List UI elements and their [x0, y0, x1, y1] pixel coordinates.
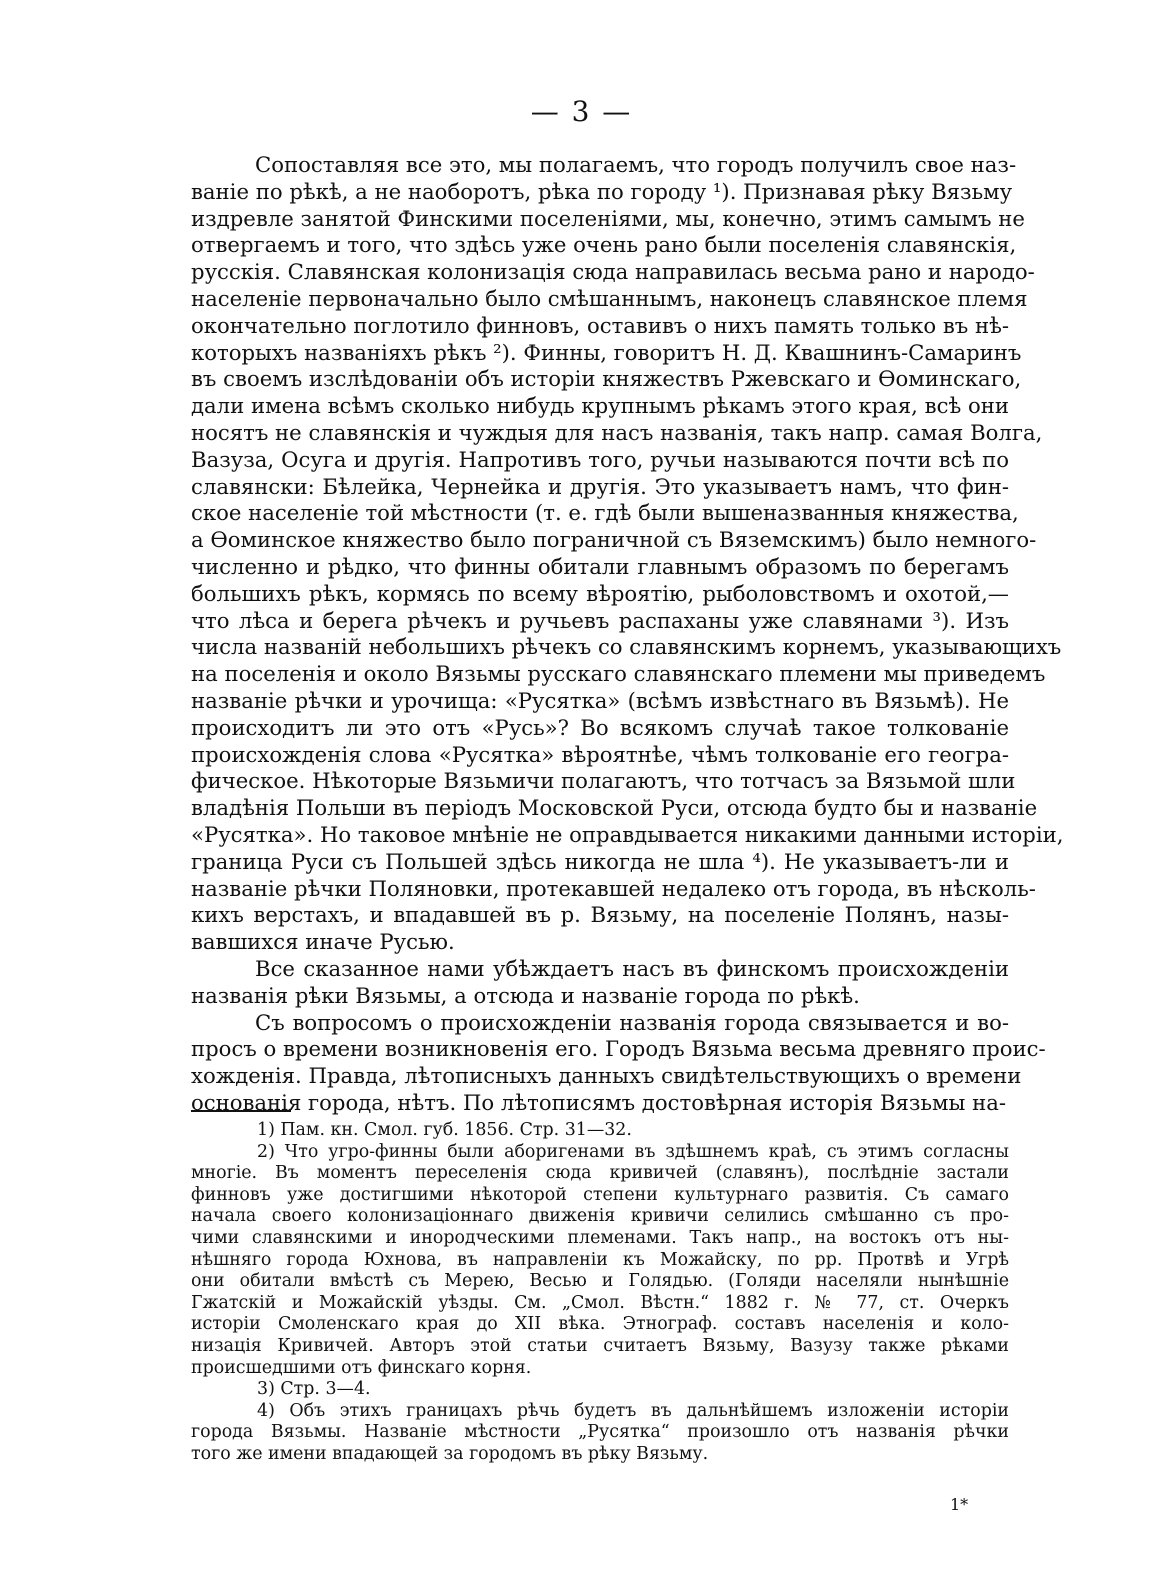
body-line: населеніе первоначально было смѣшаннымъ, наконецъ славянское племя [191, 285, 1028, 311]
body-line: хожденія. Правда, лѣтописныхъ данныхъ свидѣтельствующихъ о времени [191, 1063, 1022, 1089]
footnote-line: они обитали вмѣстѣ съ Мерею, Весью и Голядью. (Голяди населяли нынѣшніе [191, 1271, 1009, 1292]
body-line: владѣнія Польши въ періодъ Московской Руси, отсюда будто бы и названіе [191, 795, 1038, 821]
footnote-line: того же имени впадающей за городомъ въ рѣку Вязьму. [191, 1443, 709, 1464]
body-line: русскія. Славянская колонизація сюда направилась весьма рано и народо- [191, 259, 1035, 285]
body-line: числа названій небольшихъ рѣчекъ со славянскимъ корнемъ, указывающихъ [191, 634, 1062, 660]
printer-signature: 1* [950, 1495, 969, 1514]
footnotes [191, 1120, 1009, 1466]
body-line: окончательно поглотило финновъ, оставивъ о нихъ память только въ нѣ- [191, 312, 1010, 338]
footnote-line: чими славянскими и инородческими племенами. Такъ напр., на востокъ отъ ны- [191, 1227, 1009, 1248]
body-line: Сопоставляя все это, мы полагаемъ, что городъ получилъ свое наз- [255, 152, 1017, 177]
body-line: граница Руси съ Польшей здѣсь никогда не шла ⁴). Не указываетъ-ли и [191, 848, 1009, 874]
footnote-line: начала своего колонизаціоннаго движенія кривичи селились смѣшанно съ про- [191, 1206, 1009, 1227]
footnote-line: 4) Объ этихъ границахъ рѣчь будетъ въ дальнѣйшемъ изложеніи исторіи [257, 1400, 1009, 1421]
footnote-line: 1) Пам. кн. Смол. губ. 1856. Стр. 31—32. [257, 1120, 632, 1140]
body-line: въ своемъ изслѣдованіи объ исторіи княжествъ Ржевскаго и Ѳоминскаго, [191, 366, 1022, 392]
footnote-line: финновъ уже достигшими нѣкоторой степени культурнаго развитія. Съ самаго [191, 1184, 1009, 1205]
body-line: большихъ рѣкъ, кормясь по всему вѣроятію, рыболовствомъ и охотой,— [191, 580, 1009, 606]
body-line: что лѣса и берега рѣчекъ и ручьевъ распаханы уже славянами ³). Изъ [191, 607, 1009, 633]
body-line: Съ вопросомъ о происхожденіи названія города связывается и во- [255, 1009, 1009, 1035]
footnote-line: многіе. Въ моментъ переселенія сюда кривичей (славянъ), послѣдніе застали [191, 1163, 1009, 1184]
footnote-divider [191, 1110, 291, 1112]
body-line: просъ о времени возникновенія его. Городъ Вязьма весьма древняго проис- [191, 1036, 1046, 1062]
body-line: носятъ не славянскія и чуждыя для насъ названія, такъ напр. самая Волга, [191, 419, 1043, 445]
footnote-line: 2) Что угро-финны были аборигенами въ здѣшнемъ краѣ, съ этимъ согласны [257, 1141, 1009, 1162]
footnote-line: 3) Стр. 3—4. [257, 1379, 371, 1400]
body-line: фическое. Нѣкоторые Вязьмичи полагаютъ, что тотчасъ за Вязьмой шли [191, 768, 1016, 794]
body-line: Вазуза, Осуга и другія. Напротивъ того, ручьи называются почти всѣ по [191, 446, 1009, 472]
footnote-line: Гжатскій и Можайскій уѣзды. См. „Смол. Вѣстн.“ 1882 г. № 77, ст. Очеркъ [191, 1292, 1009, 1313]
body-line: основанія города, нѣтъ. По лѣтописямъ достовѣрная исторія Вязьмы на- [191, 1089, 1006, 1115]
body-text [191, 152, 1064, 1117]
body-line: численно и рѣдко, что финны обитали главнымъ образомъ по берегамъ [191, 553, 1009, 579]
body-line: на поселенія и около Вязьмы русскаго славянскаго племени мы приведемъ [191, 661, 1046, 687]
body-line: дали имена всѣмъ сколько нибудь крупнымъ рѣкамъ этого края, всѣ они [191, 393, 1009, 419]
footnote-line: происшедшими отъ финскаго корня. [191, 1357, 532, 1378]
footnote-line: исторіи Смоленскаго края до XII вѣка. Этнограф. составъ населенія и коло- [191, 1314, 1009, 1335]
body-line: «Русятка». Но таковое мнѣніе не оправдывается никакими данными исторіи, [191, 821, 1064, 847]
footnote-line: низація Кривичей. Авторъ этой статьи считаетъ Вязьму, Вазузу также рѣками [191, 1335, 1009, 1356]
footnote-line: города Вязьмы. Названіе мѣстности „Русятка“ произошло отъ названія рѣчки [191, 1422, 1009, 1443]
body-line: происхожденія слова «Русятка» вѣроятнѣе, чѣмъ толкованіе его геогра- [191, 741, 1009, 767]
body-line: ское населеніе той мѣстности (т. е. гдѣ были вышеназванныя княжества, [191, 500, 1019, 526]
page-number: — 3 — [530, 95, 633, 128]
body-line: названіе рѣчки и урочища: «Русятка» (всѣмъ извѣстнаго въ Вязьмѣ). Не [191, 687, 1009, 713]
body-line: кихъ верстахъ, и впадавшей въ р. Вязьму, на поселеніе Полянъ, назы- [191, 902, 1009, 928]
body-line: которыхъ названіяхъ рѣкъ ²). Финны, говоритъ Н. Д. Квашнинъ-Самаринъ [191, 339, 1022, 365]
body-line: Все сказанное нами убѣждаетъ насъ въ финскомъ происхожденіи [255, 955, 1009, 981]
footnote-line: нѣшняго города Юхнова, въ направленіи къ Можайску, по рр. Протвѣ и Угрѣ [191, 1249, 1009, 1270]
body-line: а Ѳоминское княжество было пограничной съ Вяземскимъ) было немного- [191, 527, 1037, 553]
body-line: происходитъ ли это отъ «Русь»? Во всякомъ случаѣ такое толкованіе [191, 714, 1009, 740]
body-line: названія рѣки Вязьмы, а отсюда и названіе города по рѣкѣ. [191, 982, 860, 1008]
body-line: отвергаемъ и того, что здѣсь уже очень рано были поселенія славянскія, [191, 232, 1017, 258]
body-line: названіе рѣчки Поляновки, протекавшей недалеко отъ города, въ нѣсколь- [191, 875, 1036, 901]
body-line: вавшихся иначе Русью. [191, 929, 455, 955]
body-line: славянски: Бѣлейка, Чернейка и другія. Это указываетъ намъ, что фин- [191, 473, 1009, 499]
body-line: издревле занятой Финскими поселеніями, мы, конечно, этимъ самымъ не [191, 205, 1025, 231]
body-line: ваніе по рѣкѣ, а не наоборотъ, рѣка по городу ¹). Признавая рѣку Вязьму [191, 178, 1013, 204]
